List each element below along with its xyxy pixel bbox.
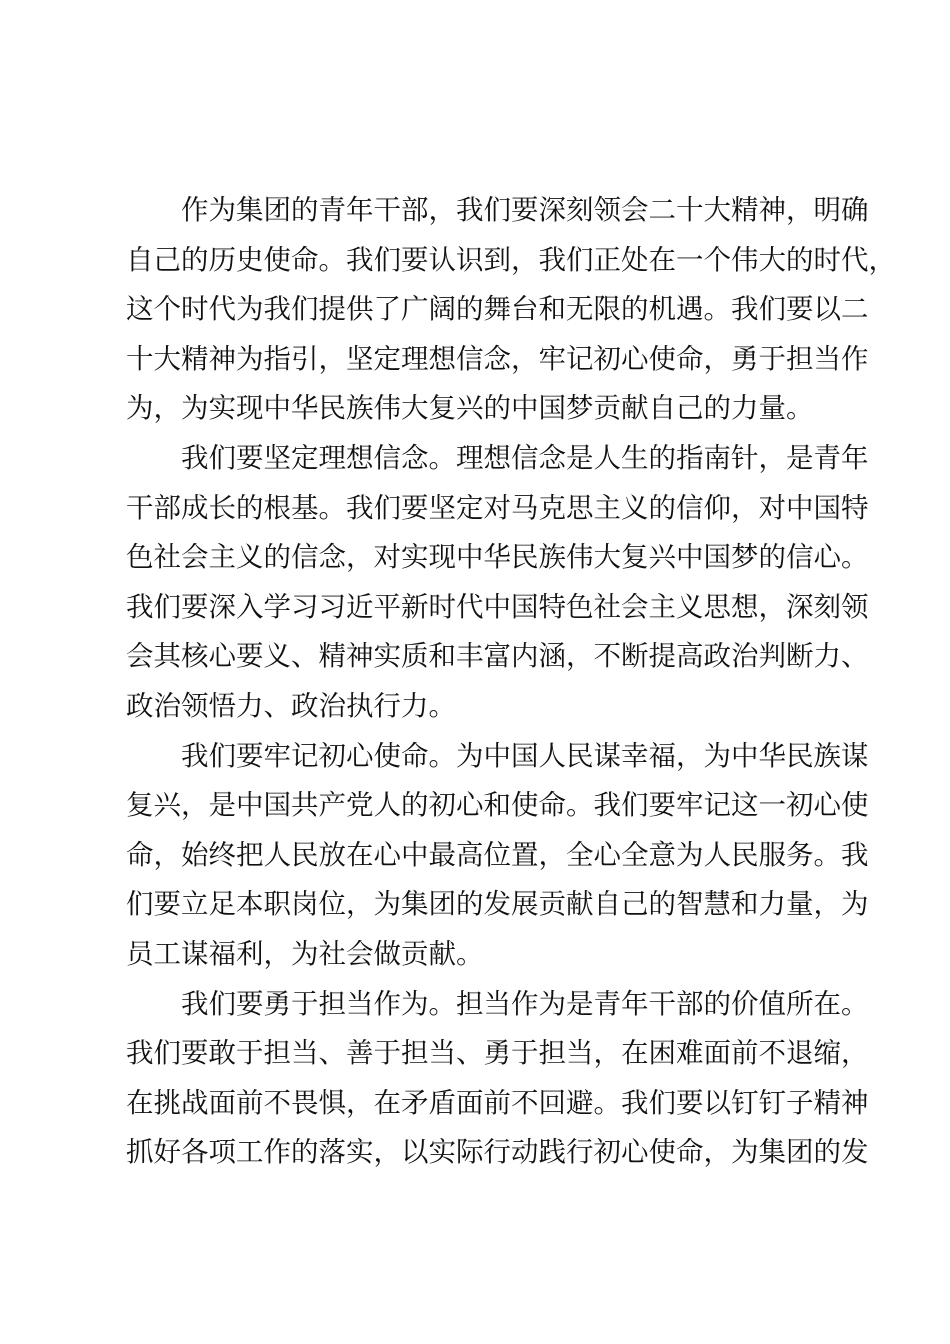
text-line: 这个时代为我们提供了广阔的舞台和无限的机遇。我们要以二 <box>126 293 869 326</box>
document-body <box>126 186 896 1178</box>
paragraph-ideals-beliefs <box>126 434 869 732</box>
text-line: 色社会主义的信念，对实现中华民族伟大复兴中国梦的信心。 <box>126 541 869 574</box>
text-line: 十大精神为指引，坚定理想信念，牢记初心使命，勇于担当作 <box>126 342 869 375</box>
text-line: 政治领悟力、政治执行力。 <box>126 689 456 722</box>
text-line: 会其核心要义、精神实质和丰富内涵，不断提高政治判断力、 <box>126 640 869 673</box>
paragraph-original-mission <box>126 732 869 980</box>
text-line: 我们要勇于担当作为。担当作为是青年干部的价值所在。 <box>126 987 869 1020</box>
text-line: 作为集团的青年干部，我们要深刻领会二十大精神，明确 <box>126 194 869 226</box>
text-line: 我们要敢于担当、善于担当、勇于担当，在困难面前不退缩， <box>126 1037 869 1070</box>
text-line: 我们要深入学习习近平新时代中国特色社会主义思想，深刻领 <box>126 590 869 623</box>
paragraph-take-responsibility <box>126 980 869 1178</box>
text-line: 员工谋福利，为社会做贡献。 <box>126 937 484 970</box>
text-line: 我们要坚定理想信念。理想信念是人生的指南针，是青年 <box>126 441 869 474</box>
paragraph-historical-mission <box>126 186 896 434</box>
text-line: 自己的历史使命。我们要认识到，我们正处在一个伟大的时代， <box>126 243 896 276</box>
text-line: 们要立足本职岗位，为集团的发展贡献自己的智慧和力量，为 <box>126 888 869 921</box>
text-line: 在挑战面前不畏惧，在矛盾面前不回避。我们要以钉钉子精神 <box>126 1086 869 1119</box>
text-line: 干部成长的根基。我们要坚定对马克思主义的信仰，对中国特 <box>126 491 869 524</box>
text-line: 命，始终把人民放在心中最高位置，全心全意为人民服务。我 <box>126 838 869 871</box>
text-line: 抓好各项工作的落实，以实际行动践行初心使命，为集团的发 <box>126 1136 869 1169</box>
text-line: 我们要牢记初心使命。为中国人民谋幸福，为中华民族谋 <box>126 739 869 772</box>
text-line: 复兴，是中国共产党人的初心和使命。我们要牢记这一初心使 <box>126 789 869 822</box>
text-line: 为，为实现中华民族伟大复兴的中国梦贡献自己的力量。 <box>126 392 814 425</box>
